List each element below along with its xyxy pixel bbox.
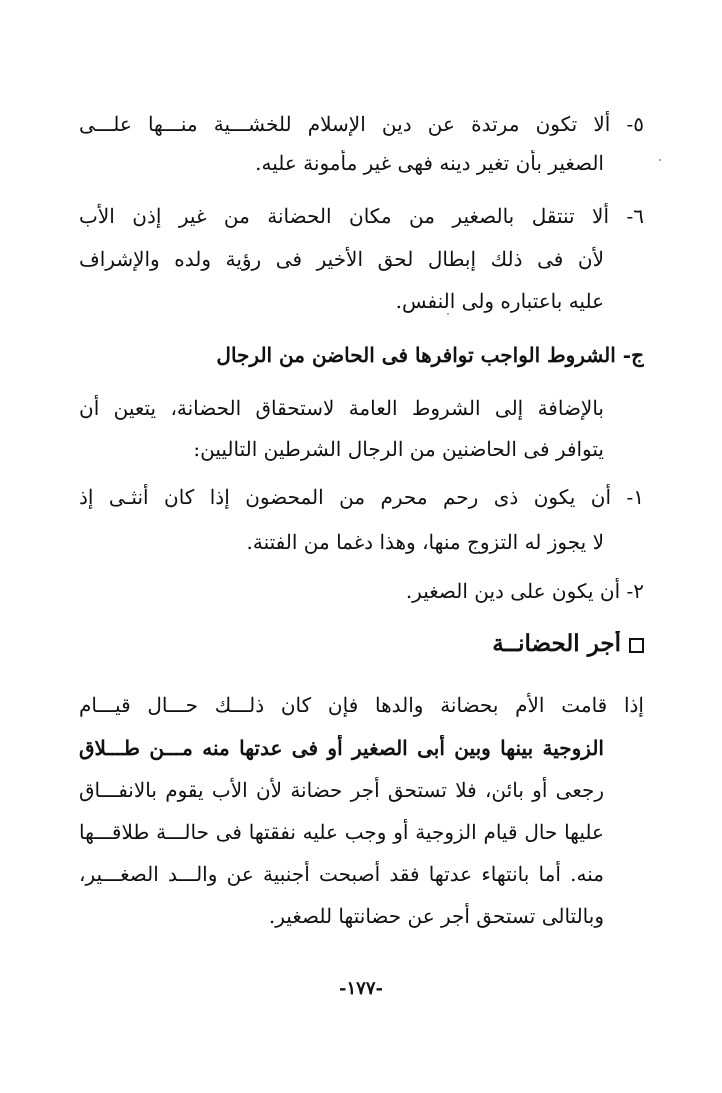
text-line: وبالتالى تستحق أجر عن حضانتها للصغير.	[268, 904, 604, 928]
text-line: ٥- ألا تكون مرتدة عن دين الإسلام للخشـــية منـــها علـــى	[79, 112, 644, 136]
text-line: ٢- أن يكون على دين الصغير.	[405, 579, 644, 603]
text-line: الصغير بأن تغير دينه فهى غير مأمونة عليه.	[255, 151, 604, 175]
text-line: عليها حال قيام الزوجية أو وجب عليه نفقتها فى حالـــة طلاقـــها	[79, 820, 604, 844]
text-line: يتوافر فى الحاضنين من الرجال الشرطين التاليين:	[193, 437, 604, 461]
text-line: لأن فى ذلك إبطال لحق الأخير فى رؤية ولده والإشراف	[79, 247, 604, 271]
text-line: عليه باعتباره ولى النفس.	[395, 289, 604, 313]
text-line: ٦- ألا تنتقل بالصغير من مكان الحضانة من غير إذن الأب	[79, 204, 644, 228]
page-number: -١٧٧-	[339, 978, 383, 999]
text-line: منه. أما بانتهاء عدتها فقد أصبحت أجنبية عن والـــد الصغـــير،	[79, 862, 604, 886]
text-line: بالإضافة إلى الشروط العامة لاستحقاق الحضانة، يتعين أن	[79, 396, 604, 420]
scan-speck	[659, 159, 661, 161]
scan-speck	[447, 313, 449, 315]
checkbox-bullet-icon	[629, 638, 644, 653]
text-line: الزوجية بينها وبين أبى الصغير أو فى عدتها منه مـــن طـــلاق	[79, 736, 604, 760]
section-heading	[79, 631, 644, 657]
text-line: لا يجوز له التزوج منها، وهذا دغما من الفتنة.	[246, 530, 604, 554]
text-line: ١- أن يكون ذى رحم محرم من المحضون إذا كان أنثـى إذ	[79, 485, 644, 509]
text-line: رجعى أو بائن، فلا تستحق أجر حضانة لأن الأب يقوم بالانفـــاق	[79, 778, 604, 802]
section-heading-text: أجر الحضانــة	[492, 631, 621, 657]
section-subheading: ج- الشروط الواجب توافرها فى الحاضن من الرجال	[216, 343, 644, 367]
text-line: إذا قامت الأم بحضانة والدها فإن كان ذلـــك حـــال قيـــام	[79, 693, 644, 717]
